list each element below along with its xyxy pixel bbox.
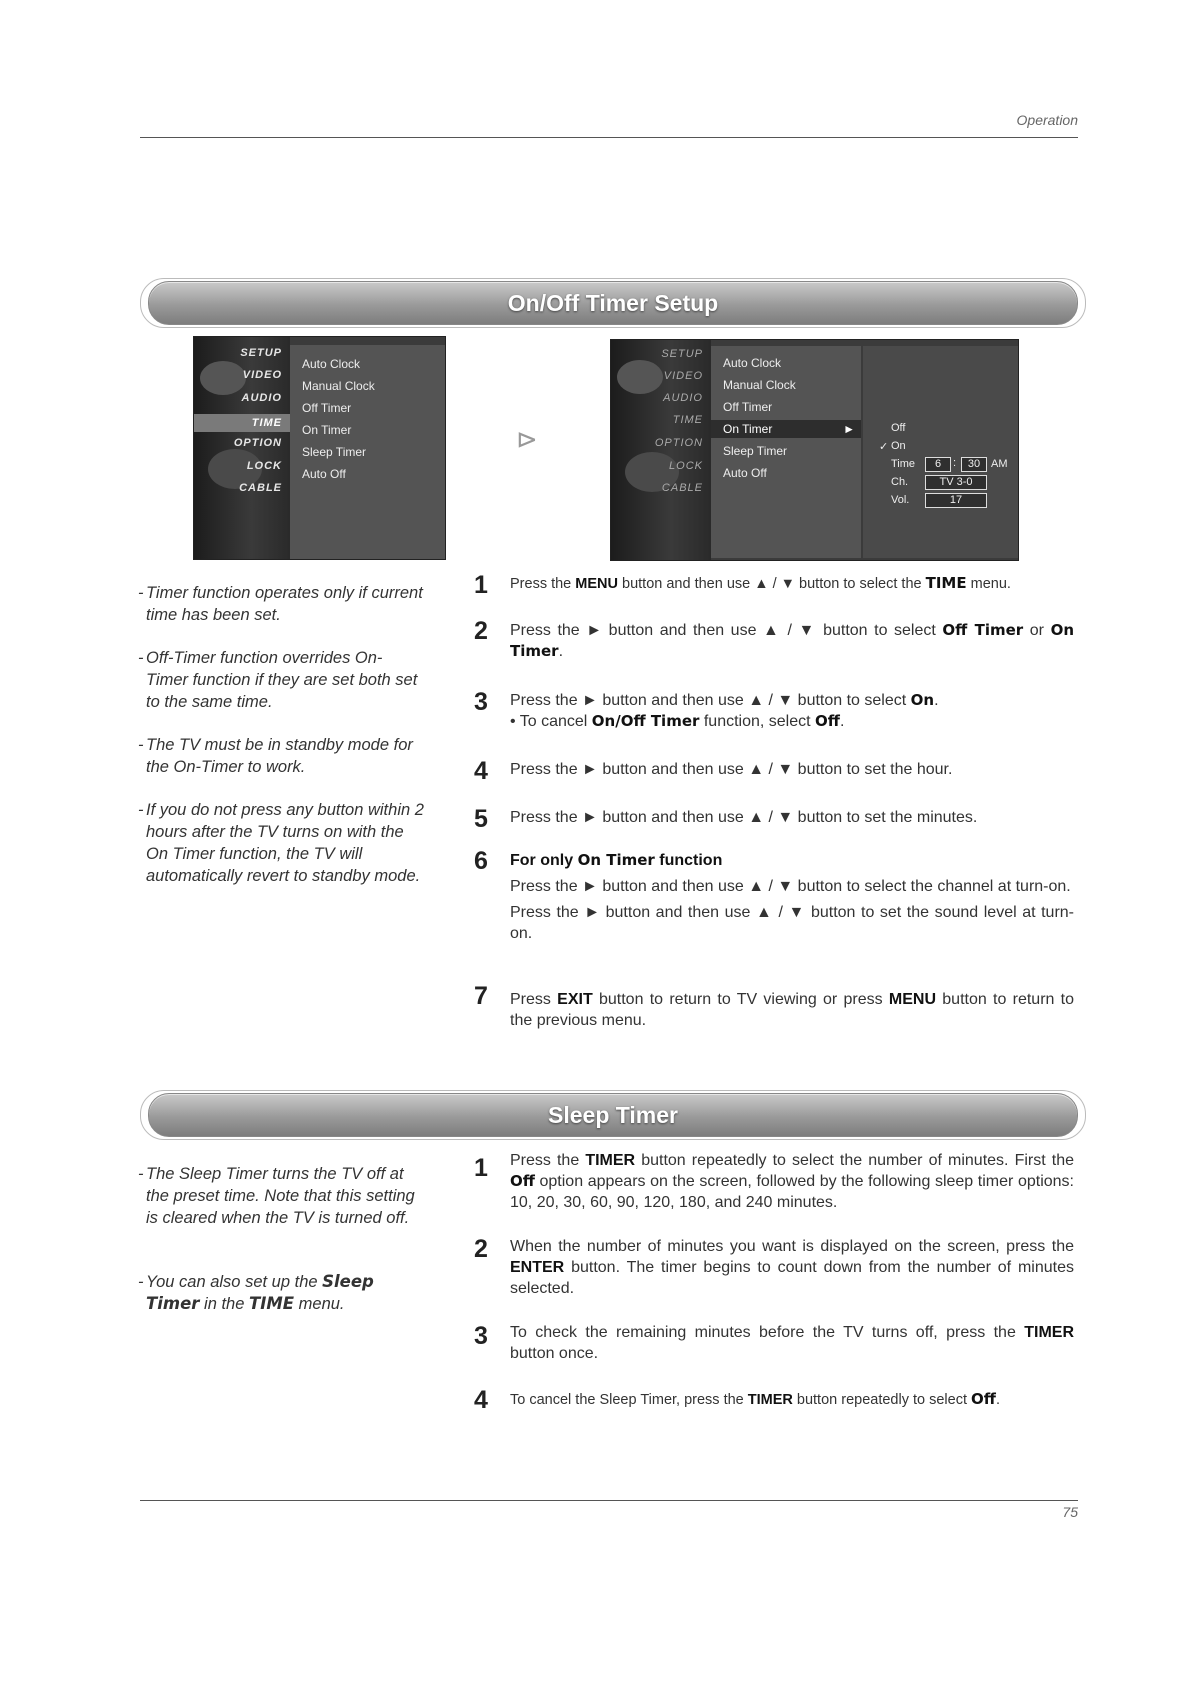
channel-label: Ch. (891, 476, 909, 488)
step-number: 2 (474, 1235, 488, 1263)
category-audio: AUDIO (241, 392, 282, 404)
menu-item: On Timer (302, 423, 352, 437)
tv-menu-screenshot-2 (610, 339, 1019, 561)
category-video: VIDEO (663, 370, 703, 382)
menu-item: Sleep Timer (723, 444, 788, 458)
step-text: When the number of minutes you want is displayed on the screen, press the ENTER button. The timer begins to count down from the number of minutes selected. (510, 1238, 1074, 1297)
menu-item: Manual Clock (723, 378, 796, 392)
menu-categories (611, 340, 711, 560)
volume-label: Vol. (891, 494, 910, 506)
category-option: OPTION (654, 437, 703, 449)
note-item: - Off-Timer function overrides On-Timer function if they are set both set to the same time. (138, 649, 418, 711)
header-rule (140, 137, 1078, 138)
tv-menu-screenshot-1 (193, 336, 446, 560)
volume-field: 17 (925, 493, 987, 508)
note-item: - Timer function operates only if current time has been set. (138, 584, 423, 624)
menu-categories (194, 337, 290, 559)
section-title: Sleep Timer (548, 1102, 678, 1128)
note-item: - You can also set up the Sleep Timer in the TIME menu. (138, 1272, 374, 1313)
next-arrow-icon: ⊳ (516, 424, 538, 454)
footer-rule (140, 1500, 1078, 1501)
menu-item: Auto Off (723, 466, 767, 480)
note-item: - If you do not press any button within 2 hours after the TV turns on with the On Timer function, the TV will automatically revert to standby mode. (138, 801, 424, 885)
page-number: 75 (1062, 1504, 1078, 1520)
step-number: 7 (474, 982, 488, 1010)
minute-field: 30 (961, 457, 987, 472)
category-time: TIME (672, 414, 703, 426)
option-off: Off (891, 422, 906, 434)
category-cable: CABLE (661, 482, 703, 494)
submenu-arrow-icon: ► (843, 422, 855, 436)
category-video: VIDEO (242, 369, 282, 381)
step-text: For only On Timer function Press the ► button and then use ▲ / ▼ button to select the channel at turn-on. Press the ► button and then use ▲ / ▼ button to set the sound level at turn-on. (510, 851, 1074, 942)
category-setup: SETUP (661, 348, 703, 360)
category-option: OPTION (233, 437, 282, 449)
step-text: Press the TIMER button repeatedly to select the number of minutes. First the Off option appears on the screen, followed by the following sleep timer options: 10, 20, 30, 60, 90, 120, 180, and 240 minutes. (510, 1152, 1074, 1211)
step-text: Press the ► button and then use ▲ / ▼ button to set the hour. (510, 761, 953, 778)
menu-item: Auto Clock (723, 356, 782, 370)
step-text: Press the ► button and then use ▲ / ▼ button to set the minutes. (510, 809, 978, 826)
channel-field: TV 3-0 (925, 475, 987, 490)
menu-item: Auto Clock (302, 357, 361, 371)
step-number: 1 (474, 571, 488, 599)
note-item: - The TV must be in standby mode for the On-Timer to work. (138, 736, 413, 776)
on-off-timer-banner (148, 281, 1078, 325)
menu-item: Manual Clock (302, 379, 375, 393)
menu-item: Auto Off (302, 467, 346, 481)
step-text: To cancel the Sleep Timer, press the TIMER button repeatedly to select Off. (510, 1390, 1000, 1408)
section-title: On/Off Timer Setup (507, 290, 719, 316)
step-number: 5 (474, 805, 488, 833)
category-time: TIME (194, 414, 290, 432)
step-text: Press the ► button and then use ▲ / ▼ button to select Off Timer or On Timer. (510, 621, 1075, 660)
step-number: 6 (474, 847, 488, 875)
time-colon: : (953, 457, 957, 469)
step-number: 4 (474, 1386, 488, 1414)
ampm-value: AM (991, 458, 1008, 470)
category-setup: SETUP (240, 347, 282, 359)
category-lock: LOCK (246, 460, 282, 472)
category-audio: AUDIO (663, 392, 703, 404)
step-number: 1 (474, 1154, 488, 1182)
step-number: 2 (474, 617, 488, 645)
hour-field: 6 (925, 457, 951, 472)
time-label: Time (891, 458, 916, 470)
check-icon: ✓ (879, 441, 889, 453)
on-timer-submenu (863, 346, 1018, 558)
menu-items (711, 346, 861, 558)
option-on: On (891, 440, 906, 452)
step-text: Press the MENU button and then use ▲ / ▼ button to select the TIME menu. (510, 574, 1011, 592)
menu-item-selected (711, 420, 861, 438)
step-number: 3 (474, 1322, 488, 1350)
section-label: Operation (1016, 112, 1078, 128)
menu-item: Sleep Timer (302, 445, 367, 459)
selected-item-label: On Timer (723, 422, 773, 436)
step-text: Press the ► button and then use ▲ / ▼ button to select On. • To cancel On/Off Timer function, select Off. (510, 691, 939, 730)
category-cable: CABLE (239, 482, 282, 494)
step-text: To check the remaining minutes before the TV turns off, press the TIMER button once. (510, 1324, 1074, 1362)
sleep-timer-banner (148, 1093, 1078, 1137)
menu-item: Off Timer (723, 400, 773, 414)
step-text: Press EXIT button to return to TV viewing or press MENU button to return to the previous menu. (510, 991, 1075, 1029)
step-number: 3 (474, 688, 488, 716)
step-number: 4 (474, 757, 488, 785)
category-lock: LOCK (669, 460, 703, 472)
menu-items (290, 345, 445, 559)
note-item: - The Sleep Timer turns the TV off at the preset time. Note that this setting is cleared when the TV is turned off. (138, 1165, 415, 1227)
menu-item: Off Timer (302, 401, 352, 415)
